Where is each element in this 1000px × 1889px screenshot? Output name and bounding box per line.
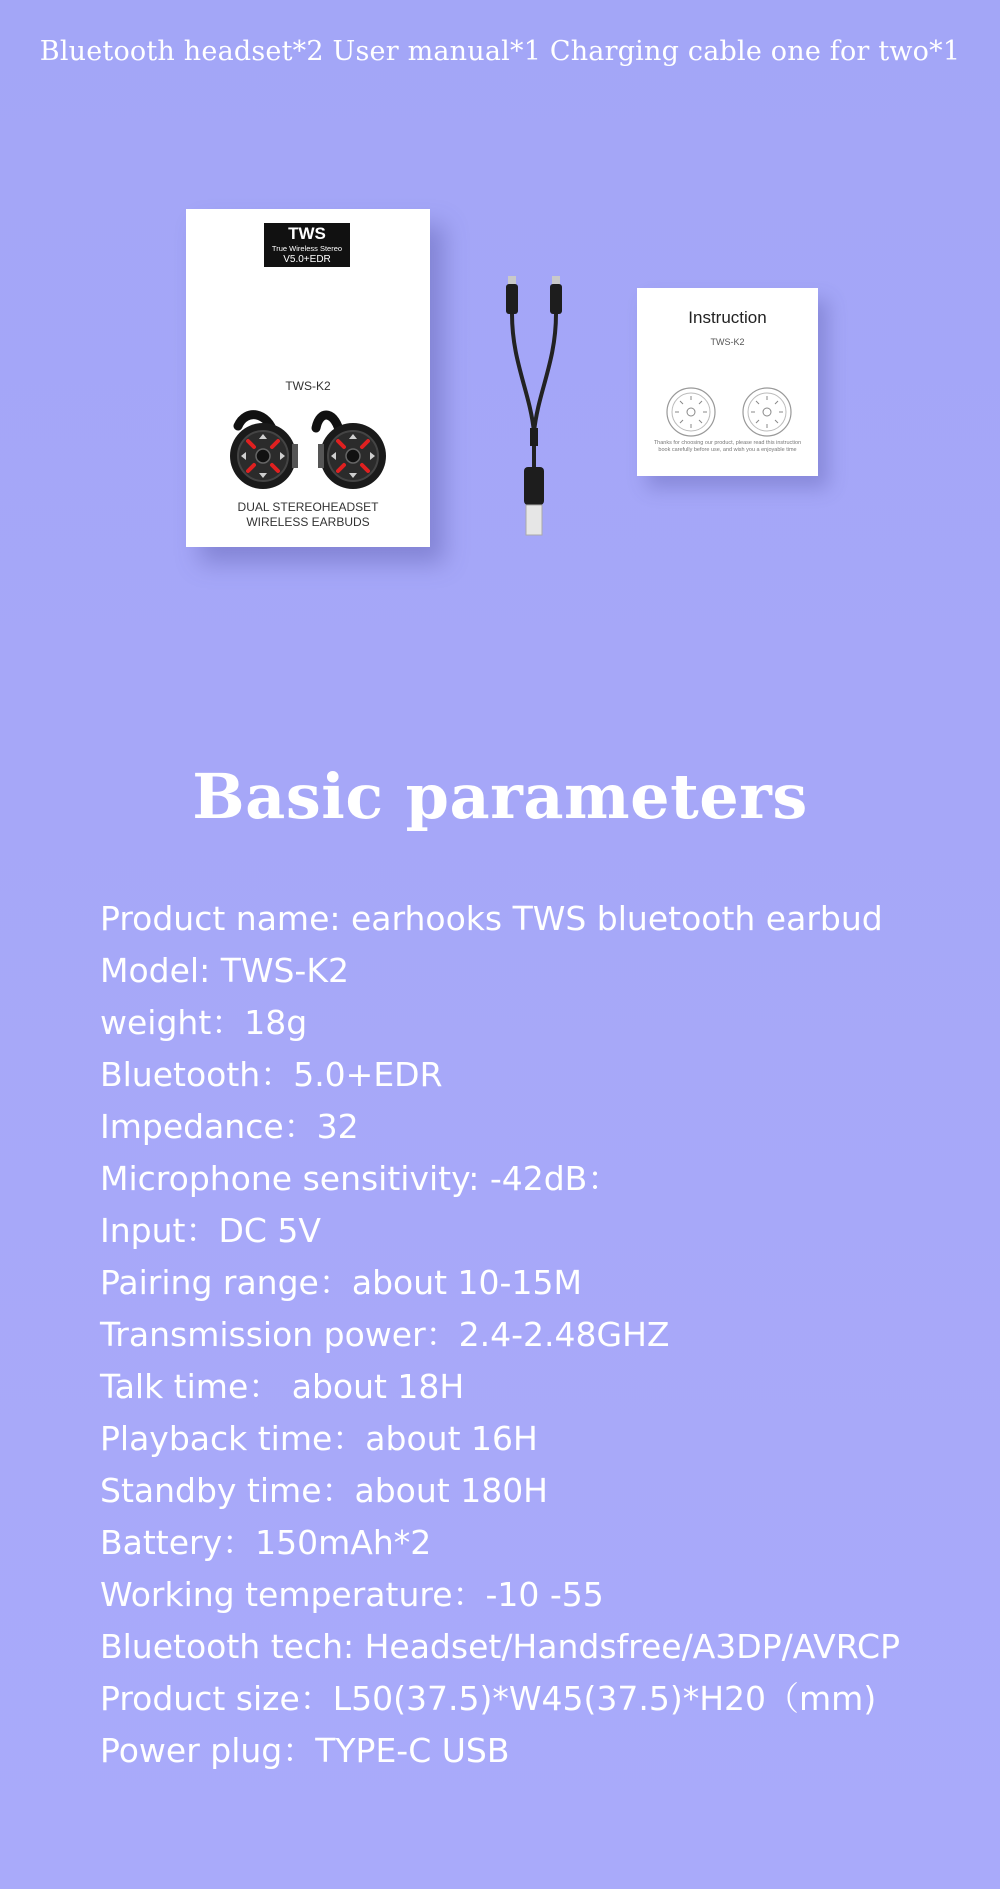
- manual-note-line2: book carefully before use, and wish you a enjoyable time: [658, 447, 797, 453]
- section-title: Basic parameters: [192, 760, 808, 833]
- param-power-plug: Power plug：TYPE-C USB: [100, 1731, 510, 1770]
- parameters-list: [100, 893, 980, 1777]
- param-standby-time: Standby time：about 180H: [100, 1471, 548, 1510]
- param-microphone-sensitivity: Microphone sensitivity: -42dB：: [100, 1159, 621, 1198]
- box-tagline-line2: WIRELESS EARBUDS: [246, 515, 370, 529]
- param-battery: Battery：150mAh*2: [100, 1523, 432, 1562]
- box-tagline: [186, 500, 430, 530]
- product-box-image: [186, 209, 430, 547]
- manual-note-line1: Thanks for choosing our product, please read this instruction: [653, 440, 802, 446]
- earbuds-illustration-icon: [228, 404, 388, 494]
- param-talk-time: Talk time： about 18H: [100, 1367, 465, 1406]
- manual-dial-diagram-icon: [663, 384, 795, 440]
- param-model: Model: TWS-K2: [100, 951, 349, 990]
- badge-subtitle: True Wireless Stereo: [271, 244, 343, 253]
- param-working-temperature: Working temperature：-10 -55: [100, 1575, 604, 1614]
- package-contents-caption: Bluetooth headset*2 User manual*1 Charging cable one for two*1: [39, 36, 961, 67]
- manual-title: Instruction: [688, 308, 767, 327]
- manual-model: TWS-K2: [710, 337, 745, 347]
- badge-title: TWS: [288, 224, 326, 243]
- param-transmission-power: Transmission power：2.4-2.48GHZ: [100, 1315, 670, 1354]
- param-product-name: Product name: earhooks TWS bluetooth earbud: [100, 899, 883, 938]
- tws-badge: [264, 223, 350, 267]
- param-impedance: Impedance：32: [100, 1107, 359, 1146]
- param-product-size: Product size：L50(37.5)*W45(37.5)*H20（mm): [100, 1679, 877, 1718]
- param-playback-time: Playback time：about 16H: [100, 1419, 538, 1458]
- param-input: Input：DC 5V: [100, 1211, 321, 1250]
- box-tagline-line1: DUAL STEREOHEADSET: [237, 500, 379, 514]
- box-model-label: TWS-K2: [285, 379, 331, 393]
- param-pairing-range: Pairing range：about 10-15M: [100, 1263, 582, 1302]
- param-weight: weight：18g: [100, 1003, 308, 1042]
- param-bluetooth-tech: Bluetooth tech: Headset/Handsfree/A3DP/AVRCP: [100, 1627, 900, 1666]
- badge-version: V5.0+EDR: [283, 254, 331, 265]
- instruction-manual-image: [637, 288, 818, 476]
- charging-cable-icon: [496, 272, 576, 542]
- param-bluetooth: Bluetooth：5.0+EDR: [100, 1055, 443, 1094]
- manual-note: [645, 440, 810, 454]
